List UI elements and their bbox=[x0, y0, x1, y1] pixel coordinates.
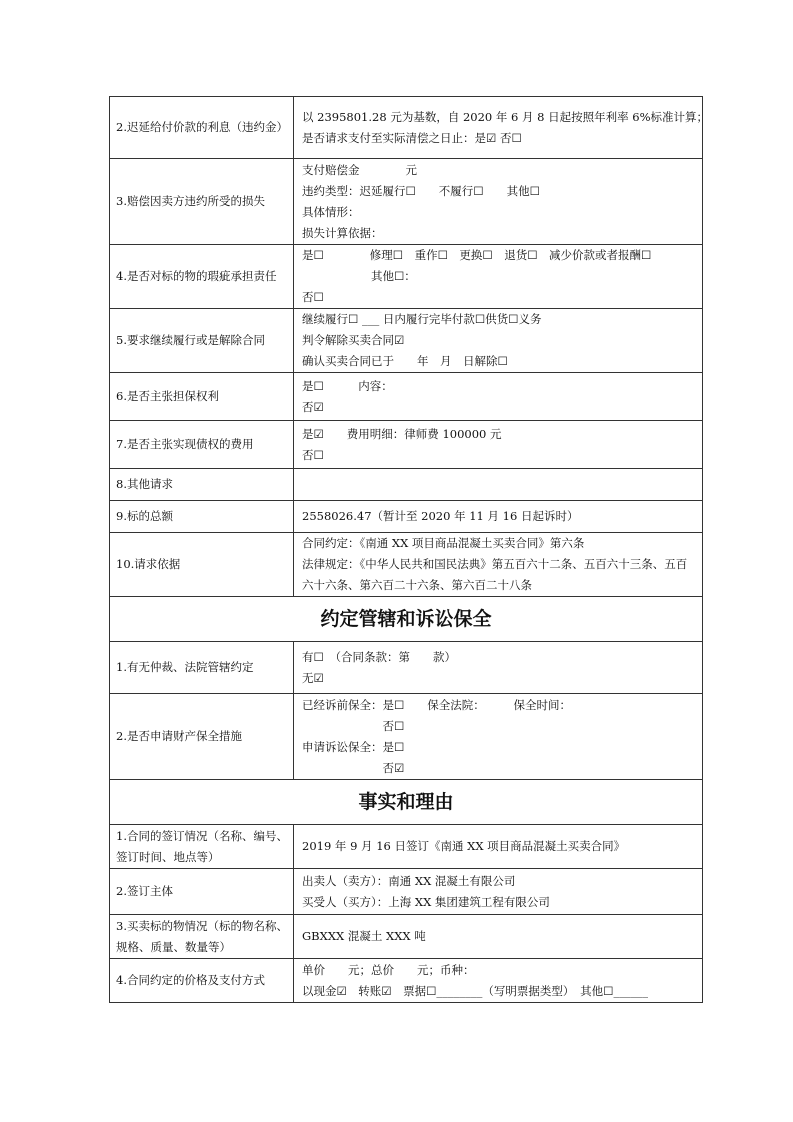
claim-value-line: 具体情形： bbox=[302, 204, 360, 219]
claim-row bbox=[110, 421, 703, 469]
jurisdiction-value-line: 否☑ bbox=[302, 760, 405, 775]
form-table bbox=[109, 96, 709, 1003]
claim-value-line: 损失计算依据： bbox=[302, 225, 383, 240]
claim-label: 5.要求继续履行或是解除合同 bbox=[110, 309, 294, 373]
claim-value-line: 是☐ 内容： bbox=[302, 378, 393, 393]
fact-row bbox=[110, 959, 703, 1003]
claim-value bbox=[294, 309, 703, 373]
claim-label: 10.请求依据 bbox=[110, 533, 294, 597]
jurisdiction-value-line: 有☐ （合同条款：第 款） bbox=[302, 649, 457, 664]
claim-value-line: 否☐ bbox=[302, 290, 324, 304]
claim-row bbox=[110, 501, 703, 533]
claim-value-line: 是☑ 费用明细：律师费 100000 元 bbox=[302, 426, 502, 441]
fact-value bbox=[294, 869, 703, 915]
jurisdiction-value-line: 否☐ bbox=[302, 718, 405, 733]
fact-label: 3.买卖标的物情况（标的物名称、规格、质量、数量等） bbox=[110, 915, 294, 959]
fact-value-line: 买受人（买方）：上海 XX 集团建筑工程有限公司 bbox=[302, 894, 550, 909]
facts-section-heading: 事实和理由 bbox=[110, 780, 703, 825]
fact-value bbox=[294, 915, 703, 959]
claim-row bbox=[110, 373, 703, 421]
jurisdiction-row bbox=[110, 642, 703, 694]
claim-value-line: 违约类型：迟延履行☐ 不履行☐ 其他☐ bbox=[302, 183, 540, 198]
claim-value bbox=[294, 421, 703, 469]
claim-value bbox=[294, 159, 703, 245]
claim-label: 2.迟延给付价款的利息（违约金） bbox=[110, 97, 294, 159]
claim-value bbox=[294, 501, 703, 533]
claim-label: 7.是否主张实现债权的费用 bbox=[110, 421, 294, 469]
fact-row bbox=[110, 915, 703, 959]
fact-value-line: 出卖人（卖方）：南通 XX 混凝土有限公司 bbox=[302, 873, 516, 888]
claim-label: 9.标的总额 bbox=[110, 501, 294, 533]
fact-label: 4.合同约定的价格及支付方式 bbox=[110, 959, 294, 1003]
claim-value-line: 支付赔偿金 元 bbox=[302, 162, 417, 177]
fact-label: 2.签订主体 bbox=[110, 869, 294, 915]
jurisdiction-label: 2.是否申请财产保全措施 bbox=[110, 694, 294, 780]
fact-value-line: 2019 年 9 月 16 日签订《南通 XX 项目商品混凝土买卖合同》 bbox=[302, 839, 626, 853]
claim-row bbox=[110, 97, 703, 159]
claim-value bbox=[294, 533, 703, 597]
claim-row bbox=[110, 309, 703, 373]
claim-value-line: 法律规定：《中华人民共和国民法典》第五百六十二条、五百六十三条、五百 bbox=[302, 557, 688, 571]
jurisdiction-section-row bbox=[110, 597, 703, 642]
claim-label: 8.其他请求 bbox=[110, 469, 294, 501]
claim-value-line: 是☐ 修理☐ 重作☐ 更换☐ 退货☐ 减少价款或者报酬☐ bbox=[302, 248, 652, 262]
claim-value-line: 合同约定：《南通 XX 项目商品混凝土买卖合同》第六条 bbox=[302, 536, 585, 550]
claim-row bbox=[110, 469, 703, 501]
claim-value-line: 否☐ bbox=[302, 447, 324, 462]
claim-value-line: 确认买卖合同已于 年 月 日解除☐ bbox=[302, 354, 508, 368]
claim-value-line: 是否请求支付至实际清偿之日止：是☑ 否☐ bbox=[302, 130, 522, 145]
claim-row bbox=[110, 159, 703, 245]
fact-row bbox=[110, 869, 703, 915]
fact-row bbox=[110, 825, 703, 869]
claim-row bbox=[110, 533, 703, 597]
claim-row bbox=[110, 245, 703, 309]
jurisdiction-label: 1.有无仲裁、法院管辖约定 bbox=[110, 642, 294, 694]
claim-value bbox=[294, 245, 703, 309]
fact-value-line: GBXXX 混凝土 XXX 吨 bbox=[302, 929, 426, 943]
fact-value-line: 以现金☑ 转账☑ 票据☐________（写明票据类型） 其他☐______ bbox=[302, 983, 648, 998]
claim-value-line: 2558026.47（暂计至 2020 年 11 月 16 日起诉时） bbox=[302, 509, 579, 523]
claim-value-line: 判令解除买卖合同☑ bbox=[302, 333, 405, 347]
jurisdiction-row bbox=[110, 694, 703, 780]
fact-value bbox=[294, 959, 703, 1003]
claim-value-line: 六十六条、第六百二十六条、第六百二十八条 bbox=[302, 578, 532, 592]
jurisdiction-value bbox=[294, 642, 703, 694]
claim-value bbox=[294, 373, 703, 421]
complaint-form bbox=[109, 96, 709, 1003]
claim-label: 4.是否对标的物的瑕疵承担责任 bbox=[110, 245, 294, 309]
facts-section-row bbox=[110, 780, 703, 825]
jurisdiction-section-heading: 约定管辖和诉讼保全 bbox=[110, 597, 703, 642]
jurisdiction-value-line: 申请诉讼保全：是☐ bbox=[302, 739, 405, 754]
fact-label: 1.合同的签订情况（名称、编号、签订时间、地点等） bbox=[110, 825, 294, 869]
claim-value-line: 继续履行☐ ___ 日内履行完毕付款☐供货☐义务 bbox=[302, 312, 542, 326]
claim-label: 6.是否主张担保权利 bbox=[110, 373, 294, 421]
jurisdiction-value bbox=[294, 694, 703, 780]
fact-value bbox=[294, 825, 703, 869]
claim-label: 3.赔偿因卖方违约所受的损失 bbox=[110, 159, 294, 245]
jurisdiction-value-line: 已经诉前保全：是☐ 保全法院： 保全时间： bbox=[302, 697, 572, 712]
claim-value-line: 其他☐： bbox=[302, 269, 416, 283]
jurisdiction-value-line: 无☑ bbox=[302, 670, 324, 685]
claim-value-line: 以 2395801.28 元为基数，自 2020 年 6 月 8 日起按照年利率 6%标准计算； bbox=[302, 109, 709, 124]
claim-value bbox=[294, 469, 703, 501]
claim-value-line: 否☑ bbox=[302, 399, 324, 414]
claim-value bbox=[294, 97, 709, 159]
fact-value-line: 单价 元；总价 元；币种： bbox=[302, 962, 475, 977]
